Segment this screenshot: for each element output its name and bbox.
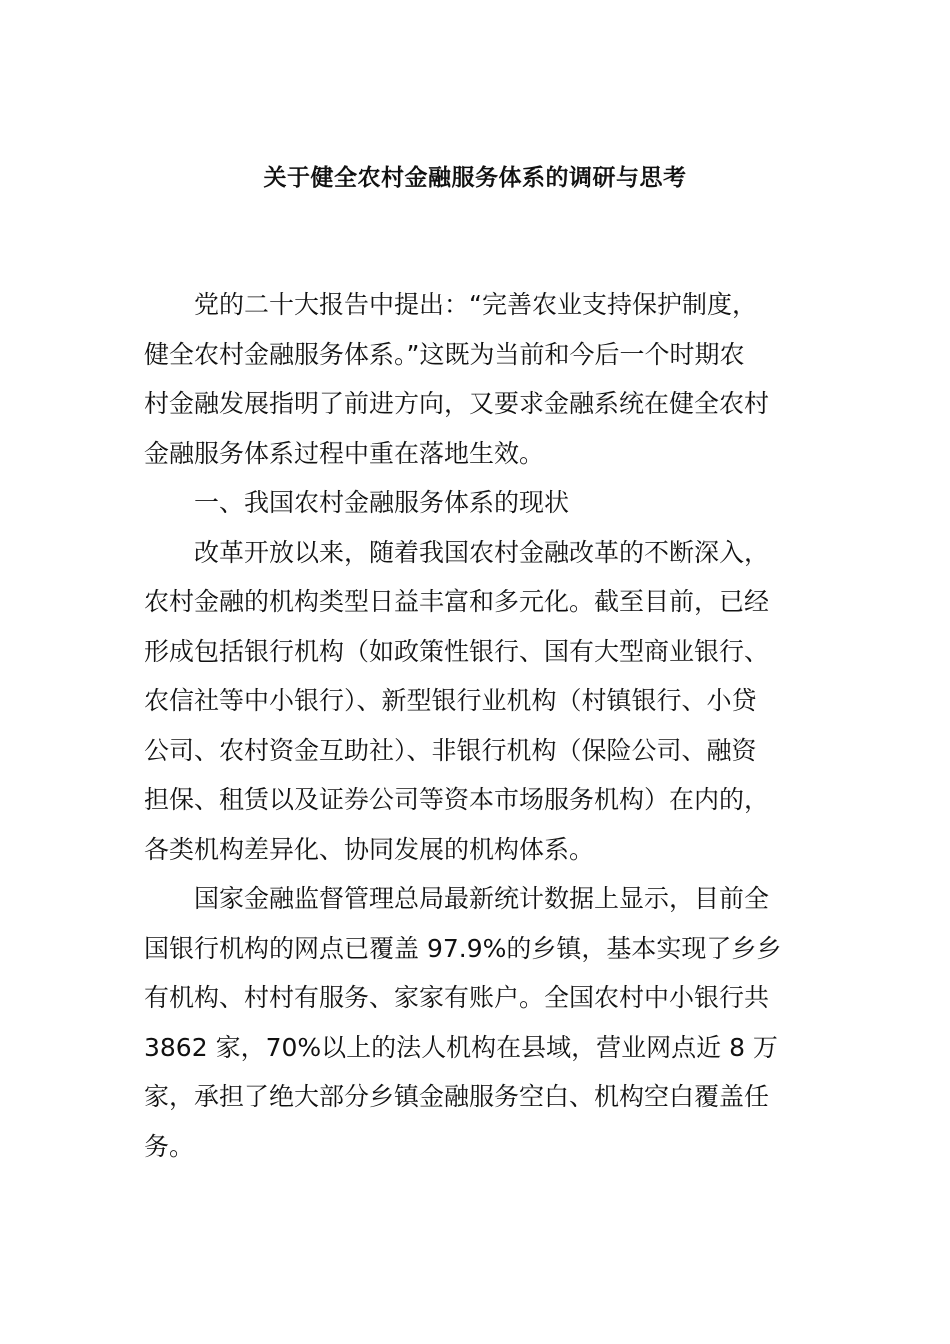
paragraph-line: 各类机构差异化、协同发展的机构体系。 (144, 834, 595, 864)
paragraph-line: 形成包括银行机构（如政策性银行、国有大型商业银行、 (144, 636, 770, 666)
section-heading: 一、我国农村金融服务体系的现状 (194, 488, 570, 517)
paragraph-line: 国银行机构的网点已覆盖 97.9%的乡镇，基本实现了乡乡 (144, 933, 782, 963)
paragraph-line: 担保、租赁以及证券公司等资本市场服务机构）在内的， (144, 785, 770, 814)
paragraph-line: 党的二十大报告中提出：“完善农业支持保护制度， (194, 290, 757, 319)
paragraph-line: 农村金融的机构类型日益丰富和多元化。截至目前，已经 (144, 587, 770, 616)
paragraph-line: 村金融发展指明了前进方向，又要求金融系统在健全农村 (144, 389, 770, 418)
paragraph-line: 改革开放以来，随着我国农村金融改革的不断深入， (194, 537, 770, 567)
paragraph-line: 有机构、村村有服务、家家有账户。全国农村中小银行共 (144, 983, 770, 1012)
document-title: 关于健全农村金融服务体系的调研与思考 (263, 165, 687, 191)
paragraph-line: 务。 (144, 1131, 195, 1161)
paragraph-line: 家，承担了绝大部分乡镇金融服务空白、机构空白覆盖任 (144, 1082, 770, 1111)
paragraph-line: 公司、农村资金互助社）、非银行机构（保险公司、融资 (144, 735, 757, 765)
paragraph-line: 金融服务体系过程中重在落地生效。 (144, 438, 545, 468)
paragraph-line: 健全农村金融服务体系。”这既为当前和今后一个时期农 (144, 339, 745, 369)
paragraph-line: 国家金融监督管理总局最新统计数据上显示，目前全 (194, 884, 770, 913)
paragraph-line: 农信社等中小银行）、新型银行业机构（村镇银行、小贷 (144, 686, 757, 715)
document-body (144, 280, 808, 1171)
paragraph-line: 3862 家，70%以上的法人机构在县域，营业网点近 8 万 (144, 1032, 778, 1062)
